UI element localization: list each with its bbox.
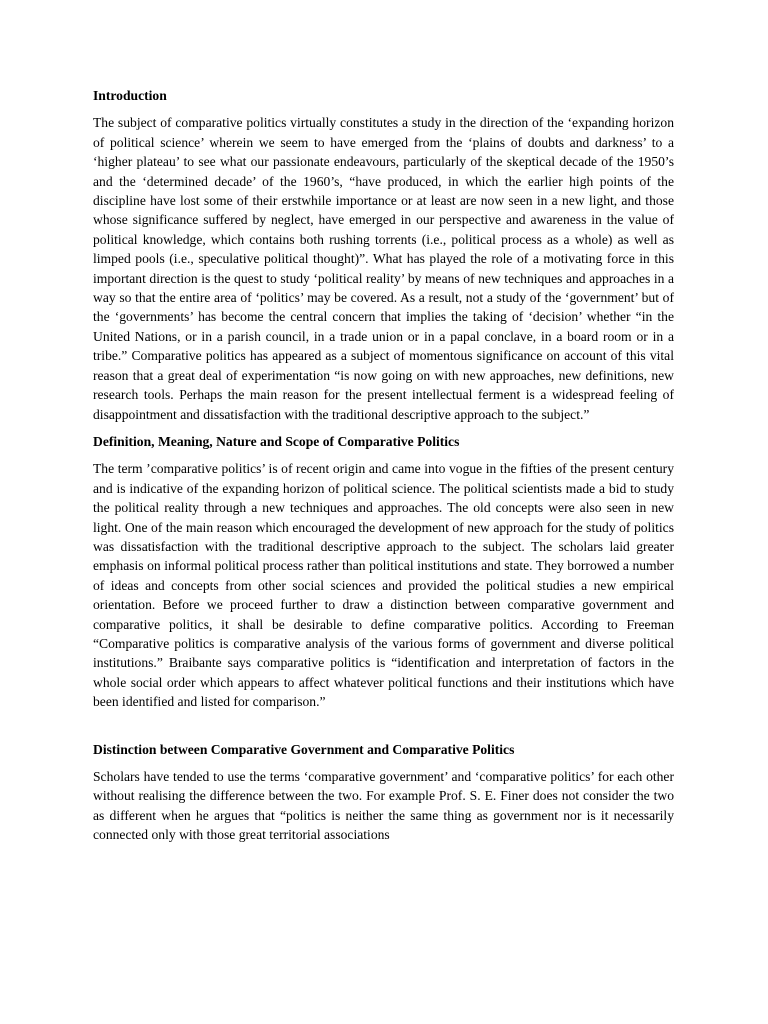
section-spacer <box>93 720 674 740</box>
definition-paragraph: The term ’comparative politics’ is of recent origin and came into vogue in the fifties of the present century and is indicative of the expanding horizon of political science. The political scientists made a bid to study the political reality through a new techniques and approaches. The old concepts were also seen in new light. One of the main reason which encouraged the development of new approach for the study of politics was dissatisfaction with the traditional descriptive approach to the subject. The scholars laid greater emphasis on informal political process rather than political institutions and state. They borrowed a number of ideas and concepts from other social sciences and provided the political studies a new empirical orientation. Before we proceed further to draw a distinction between comparative government and comparative politics, it shall be desirable to define comparative politics. According to Freeman “Comparative politics is comparative analysis of the various forms of government and diverse political institutions.” Braibante says comparative politics is “identification and interpretation of factors in the whole social order which appears to affect whatever political functions and their institutions which have been identified and listed for comparison.” <box>93 461 674 710</box>
introduction-paragraph: The subject of comparative politics virtually constitutes a study in the direction of the ‘expanding horizon of political science’ wherein we seem to have emerged from the ‘plains of doubts and darkness’ to a ‘higher plateau’ to see what our passionate endeavours, particularly of the skeptical decade of the 1950’s and the ‘determined decade’ of the 1960’s, “have produced, in which the earlier high points of the discipline have lost some of their erstwhile importance or at least are now seen in a new light, and those whose significance suffered by neglect, have emerged in our perspective and awareness in the value of political knowledge, which contains both rushing torrents (i.e., political process as a whole) as well as limped pools (i.e., speculative political thought)”. What has played the role of a motivating force in this important direction is the quest to study ‘political reality’ by means of new techniques and approaches in a way so that the entire area of ‘politics’ may be covered. As a result, not a study of the ‘government’ but of the ‘governments’ has become the central concern that implies the taking of ‘decision’ whether “in the United Nations, or in a parish council, in a trade union or in a papal conclave, in a board room or in a tribe.” Comparative politics has appeared as a subject of momentous significance on account of this vital reason that a great deal of experimentation “is now going on with new approaches, new definitions, new research tools. Perhaps the main reason for the present intellectual ferment is a widespread feeling of disappointment and dissatisfaction with the traditional descriptive approach to the subject.” <box>93 115 674 422</box>
distinction-paragraph: Scholars have tended to use the terms ‘comparative government’ and ‘comparative politics’ for each other without realising the difference between the two. For example Prof. S. E. Finer does not consider the two as different when he argues that “politics is neither the same thing as government nor is it necessarily connected only with those great territorial associations <box>93 769 674 843</box>
document-page <box>93 86 674 853</box>
section-heading-distinction: Distinction between Comparative Government and Comparative Politics <box>93 741 515 757</box>
section-heading-introduction: Introduction <box>93 88 167 103</box>
section-heading-definition: Definition, Meaning, Nature and Scope of Comparative Politics <box>93 433 460 449</box>
